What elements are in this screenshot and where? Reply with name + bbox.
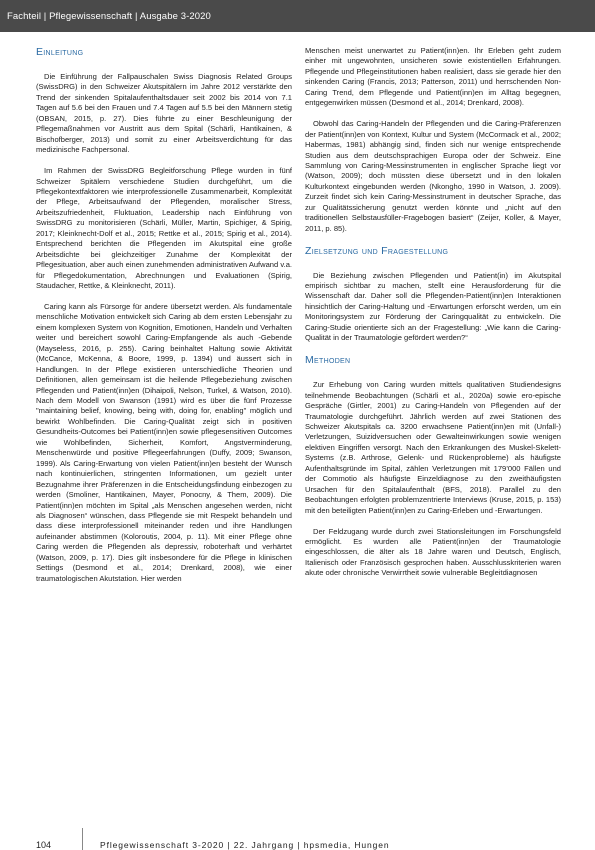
paragraph: Zur Erhebung von Caring wurden mittels qualitativen Studiendesigns teilnehmende Beobachtungen (Schärli et al., 2020a) sowie ero-epische Gespräche (Girtler, 2001) zu Caring-Handeln von Pflegenden auf der Traumatologie durchgeführt. Jährlich werden auf zwei Stationen des Schweizer Akutspitals ca. 3200 erwachsene Patient(inn)en mit (Unfall-) Verletzungen, Suizidversuchen oder Gewalteinwirkungen sowie wenigen elektiven Eingriffen versorgt. Nach den Erkrankungen des Muskel-Skelett-Systems (z.B. Arthrose, Gelenk- und Rückenprobleme) als häufigste Aufenthaltsgründe im Spital, zählen Verletzungen mit 179’000 Fällen und der Commotio als häufigste Einzeldiagnose zu den zweithäufigsten Ursachen für den Spitalaufenthalt (BFS, 2018). Parallel zu den Beobachtungen erfolgten problemzentrierte Interviews (Kruse, 2015, p. 153) mit den beteiligten Patient(inn)en zu Caring-Erleben und -Erwartungen. — [305, 380, 561, 515]
section-heading-einleitung: Einleitung — [36, 46, 84, 58]
running-header-bar — [0, 0, 595, 32]
page-number: 104 — [36, 840, 52, 850]
footer-divider — [82, 828, 83, 850]
page-footer — [0, 808, 595, 850]
running-header-text: Fachteil | Pflegewissenschaft | Ausgabe 3-2020 — [7, 11, 211, 22]
right-column — [305, 46, 561, 579]
left-column — [36, 46, 292, 584]
paragraph: Obwohl das Caring-Handeln der Pflegenden und die Caring-Präferenzen der Patient(inn)en von Kontext, Kultur und System (McCormack et al., 2002; Habermas, 1981) abhängig sind, finden sich nur wenige entsprechende Studien aus dem deutschsprachigen Europa oder der Schweiz. Eine Sammlung von Caring-Messinstrumenten in englischer Sprache liegt vor (Watson, 2009); doch müssten diese übersetzt und in den lokalen Kulturkontext eingebunden werden (Nkongho, 1990 in Watson, J. 2009). Zurzeit findet sich kein Caring-Messinstrument in deutscher Sprache, das zur Qualitätssicherung genutzt werden könnte und „nicht auf den traditionellen Selbstausfüller-Fragebogen basiert“ (Zeijer, Koller, & Mayer, 2011, p. 85). — [305, 119, 561, 233]
footer-journal-info: Pflegewissenschaft 3-2020 | 22. Jahrgang | hpsmedia, Hungen — [100, 840, 390, 850]
paragraph: Menschen meist unerwartet zu Patient(inn)en. Ihr Erleben geht zudem einher mit ungewohnten, unsicheren sowie existentiellen Erfahrungen. Pflegende und Pflegeinstitutionen haben realisiert, dass sie gerade hier den sinkenden Caring (Francis, 2013; Patterson, 2011) und herrschenden Non-Caring Trend, dem Pflegende und Patient(inn)en im Alltag begegnen, entgegenwirken müssen (Desmond et al., 2014; Drenkard, 2008). — [305, 46, 561, 108]
paragraph: Die Beziehung zwischen Pflegenden und Patient(in) im Akutspital empirisch sichtbar zu machen, stellt eine Herausforderung für die Wissenschaft dar. Daher soll die Pflegenden-Patient(inn)en Interaktionen hinsichtlich der Caring-Haltung und -Erwartungen erforscht werden, um ein Monitoringsystem zur Förderung der Caringqualität zu entwickeln. Die Caring-Studie orientierte sich an der Fragestellung: „Wie kann die Caring-Qualität in der Traumatologie gefördert werden?“ — [305, 270, 561, 343]
paragraph: Im Rahmen der SwissDRG Begleitforschung Pflege wurden in fünf Schweizer Spitälern verschiedene Studien durchgeführt, um die Pflegekontextfaktoren wie interprofessionelle Zusammenarbeit, Komplexität der Pflege, Arbeitsaufwand der Pflegenden, moralischer Stress, Arbeitszufriedenheit, Fluktuation, Leadership nach Einführung von SwissDRG zu monitorisieren (Schärli, Müller, Martin, Spichiger, & Spirig, 2017; Kleinknecht-Dolf et al., 2015; Rettke et al., 2015; Spirig et al., 2014). Entsprechend berichten die Pflegenden im Akutspital eine große Arbeitsdichte bei gleichzeitiger Zunahme der Komplexität der Pflegesituation, aber auch einen zunehmenden administrativen Aufwand v.a. für Pflegedokumentation, Abrechnungen und Evaluationen (Spirig, Staudacher, Rettke, & Kleinknecht, 2011). — [36, 166, 292, 291]
paragraph: Caring kann als Fürsorge für andere übersetzt werden. Als fundamentale menschliche Motivation entwickelt sich Caring ab dem ersten Lebensjahr zu einem komplexen System von Kognition, Emotionen, Handeln und Verhalten weiter und bereichert sowohl Caring-Empfangende als auch -Gebende (Mayseless, 2016, p. 255). Caring beinhaltet Haltung sowie Aktivität (McCance, McKenna, & Boore, 1999, p. 1394) und äussert sich in Handlungen. In der Pflege existieren unterschiedliche Theorien und Definitionen, allen gemeinsam ist die heilende Pflegebeziehung zwischen Pflegenden und Patient(inn)en (Dihaipoli, Nelson, Turkel, & Watson, 2010). Nach dem Modell von Swanson (1991) wird es über die fünf Prozesse "maintaining belief, knowing, being with, doing for, enabling" möglich und bewirkt Wohlbefinden. Die Caring-Qualität zeigt sich in positiven Gesundheits-Outcomes bei Patient(inn)en sowie pflegesensitiven Outcomes wie Wohlbefinden, Sicherheit, Komfort, Angstverminderung, Menschenwürde und positive Pflegeerfahrungen (Duffy, 2009; Swanson, 1999). Als Caring-Erwartung von vielen Patient(inn)en besteht der Wunsch nach kontinuierlichen, stringenten Informationen, um gezielt unter Bezugnahme ihrer Präferenzen in die Entscheidungsfindung einbezogen zu werden (Smoliner, Hantikainen, Mayer, Ponocny, & Them, 2009). Die Patient(inn)en möchten im Spital „als Menschen angesehen werden, nicht als Diagnosen“ wünschen, dass Pflegende sie mit Respekt behandeln und dass diese interprofessionell miteinander reden und ihre Handlungen aufeinander abstimmen (Koloroutis, 2004, p. 11). Mit einer Pflege ohne Caring werden die Pflegenden als depressiv, roboterhaft und verhärtet (Watson, 2009, p. 17). Dies gilt insbesondere für die Pflege in klinischen Settings (Desmond et al., 2014; Drenkard, 2008), wie einer traumatologischen Akutstation. Hier werden — [36, 301, 292, 583]
paragraph: Der Feldzugang wurde durch zwei Stationsleitungen im Forschungsfeld ermöglicht. Es wurden alle Patient(inn)en der Traumatologie eingeschlossen, die älter als 18 Jahre waren und Deutsch, Englisch, Italienisch oder Französisch gesprochen haben. Ausschlusskriterien waren akute oder chronische Verwirrtheit sowie vulnerable Begleitdiagnosen — [305, 526, 561, 578]
paragraph: Die Einführung der Fallpauschalen Swiss Diagnosis Related Groups (SwissDRG) in den Schweizer Akutspitälern im Jahre 2012 verstärkte den Trend der sinkenden Spitalaufenthaltsdauer seit 2002 bis 2014 von 7.1 Tagen auf 5.6 bei den Frauen und 7.4 Tagen auf 5.5 bei den Männern stetig (OBSAN, 2015, p. 27). Dies führte zu einer Beschleunigung der Pflegemaßnahmen vor Austritt aus dem Spital (Schärli, Hantikainen, & Bischofberger, 2013) und somit zu einer Arbeitsverdichtung für das medizinische Fachpersonal. — [36, 72, 292, 155]
section-heading-zielsetzung: Zielsetzung und Fragestellung — [305, 244, 449, 257]
section-heading-methoden: Methoden — [305, 354, 351, 367]
